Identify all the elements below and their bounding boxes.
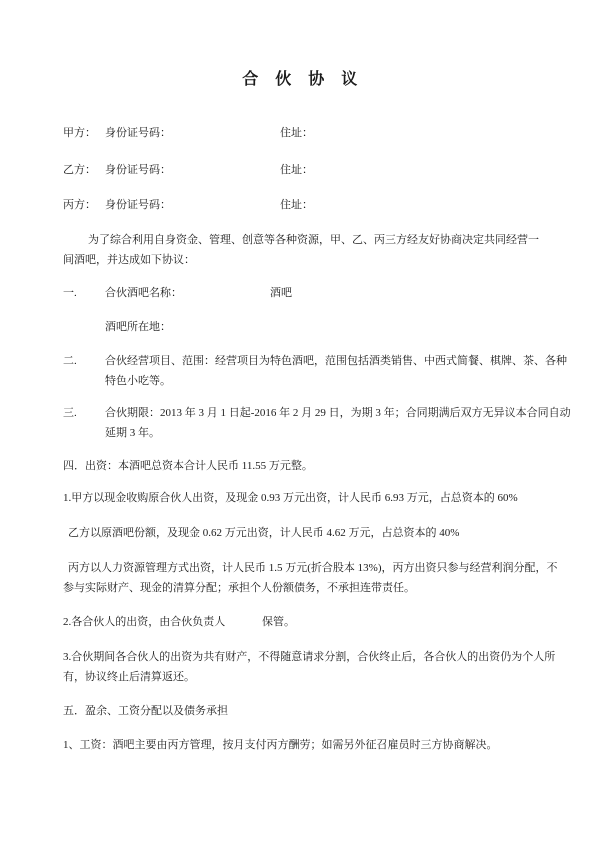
preamble-line: 间酒吧，并达成如下协议： [63, 254, 195, 266]
id-number-label: 身份证号码： [105, 164, 171, 176]
article-heading: 四．出资：本酒吧总资本合计人民币 11.55 万元整。 [63, 460, 313, 472]
page-title: 合 伙 协 议 [242, 71, 364, 88]
clause-line: 1.甲方以现金收购原合伙人出资，及现金 0.93 万元出资，计人民币 6.93 万元，占总资本的 60% [63, 492, 518, 504]
clause-line: 3.合伙期间各合伙人的出资为共有财产，不得随意请求分割，合伙终止后，各合伙人的出资仍为个人所 [63, 651, 556, 663]
party-label: 甲方： [63, 127, 96, 139]
clause-line-tail: 保管。 [262, 616, 295, 628]
party-label: 丙方： [63, 199, 96, 211]
bar-name-value: 酒吧 [270, 287, 292, 299]
preamble-line: 为了综合利用自身资金、管理、创意等各种资源，甲、乙、丙三方经友好协商决定共同经营一 [88, 234, 539, 246]
article-number: 一. [63, 287, 77, 299]
clause-line: 乙方以原酒吧份额，及现金 0.62 万元出资，计人民币 4.62 万元，占总资本的 40% [68, 527, 460, 539]
article-number: 三. [63, 407, 77, 419]
address-label: 住址： [280, 164, 313, 176]
party-label: 乙方： [63, 164, 96, 176]
clause-line: 1、工资：酒吧主要由丙方管理，按月支付丙方酬劳；如需另外征召雇员时三方协商解决。 [63, 739, 498, 751]
clause-line: 2.各合伙人的出资，由合伙负责人 [63, 616, 226, 628]
clause-line: 有，协议终止后清算返还。 [63, 671, 195, 683]
bar-name-label: 合伙酒吧名称： [105, 287, 182, 299]
article-text-line: 合伙经营项目、范围：经营项目为特色酒吧，范围包括酒类销售、中西式简餐、棋牌、茶、各种 [105, 355, 567, 367]
article-text-line: 特色小吃等。 [105, 375, 171, 387]
address-label: 住址： [280, 199, 313, 211]
article-text-line: 延期 3 年。 [105, 427, 160, 439]
article-text-line: 合伙期限：2013 年 3 月 1 日起-2016 年 2 月 29 日，为期 3 年；合同期满后双方无异议本合同自动 [105, 407, 571, 419]
bar-location-label: 酒吧所在地： [105, 321, 171, 333]
clause-line: 丙方以人力资源管理方式出资，计人民币 1.5 万元(折合股本 13%)，丙方出资只参与经营利润分配，不 [68, 562, 558, 574]
article-number: 二. [63, 355, 77, 367]
article-heading: 五．盈余、工资分配以及债务承担 [63, 705, 228, 717]
id-number-label: 身份证号码： [105, 127, 171, 139]
address-label: 住址： [280, 127, 313, 139]
id-number-label: 身份证号码： [105, 199, 171, 211]
clause-line: 参与实际财产、现金的清算分配；承担个人份额债务，不承担连带责任。 [63, 582, 415, 594]
